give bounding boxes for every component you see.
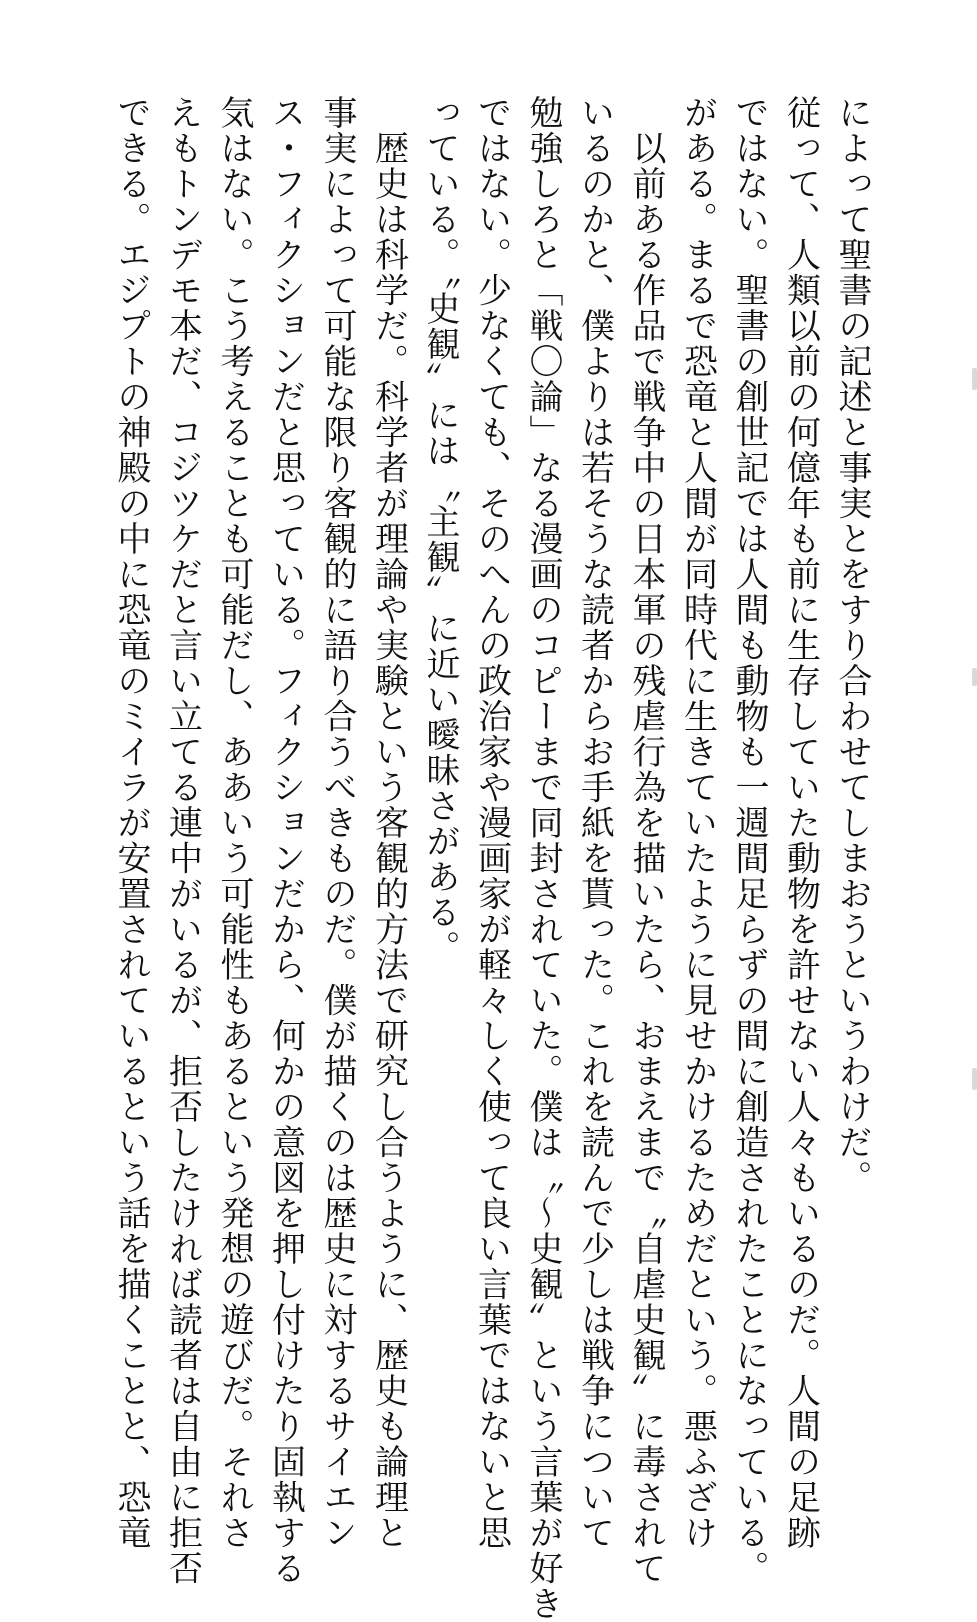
text-line: 以前ある作品で戦争中の日本軍の残虐行為を描いたら、おまえまで〝自虐史観〟に毒されて [626,95,666,1586]
text-line: によって聖書の記述と事実とをすり合わせてしまおうというわけだ。 [832,95,872,1196]
text-line: ではない。聖書の創世記では人間も動物も一週間足らずの間に創造されたことになっている。 [729,95,769,1586]
text-line: 気はない。こう考えることも可能だし、ああいう可能性もあるという発想の遊びだ。それさ [214,95,254,1551]
text-line: 勉強しろと「戦〇論」なる漫画のコピーまで同封されていた。僕は〝〜史観〟という言葉が好き [523,95,563,1622]
text-line: ス・フィクションだと思っている。フィクションだから、何かの意図を押し付けたり固執する [265,95,306,1586]
text-line: 従って、人類以前の何億年も前に生存していた動物を許せない人々もいるのだ。人間の足跡 [780,95,821,1551]
text-line: いるのかと、僕よりは若そうな読者からお手紙を貰った。これを読んで少しは戦争について [574,95,615,1551]
page-edge-mark [972,668,977,686]
page-edge-mark [972,1068,977,1090]
text-line: 事実によって可能な限り客観的に語り合うべきものだ。僕が描くのは歴史に対するサイエン [317,95,357,1551]
text-line: ではない。少なくても、そのへんの政治家や漫画家が軽々しく使って良い言葉ではないと思 [471,95,512,1551]
text-line: できる。エジプトの神殿の中に恐竜のミイラが安置されているという話を描くことと、恐竜 [111,95,151,1551]
text-line: 歴史は科学だ。科学者が理論や実験という客観的方法で研究し合うように、歴史も論理と [368,95,409,1551]
page-edge-mark [972,368,977,390]
text-line: がある。まるで恐竜と人間が同時代に生きていたように見せかけるためだという。悪ふざけ [677,95,718,1551]
vertical-text-body [105,95,878,1622]
text-line: えもトンデモ本だ、コジツケだと言い立てる連中がいるが、拒否したければ読者は自由に拒否 [162,95,203,1586]
text-line: っている。〝史観〟には〝主観〟に近い曖昧さがある。 [420,95,460,966]
